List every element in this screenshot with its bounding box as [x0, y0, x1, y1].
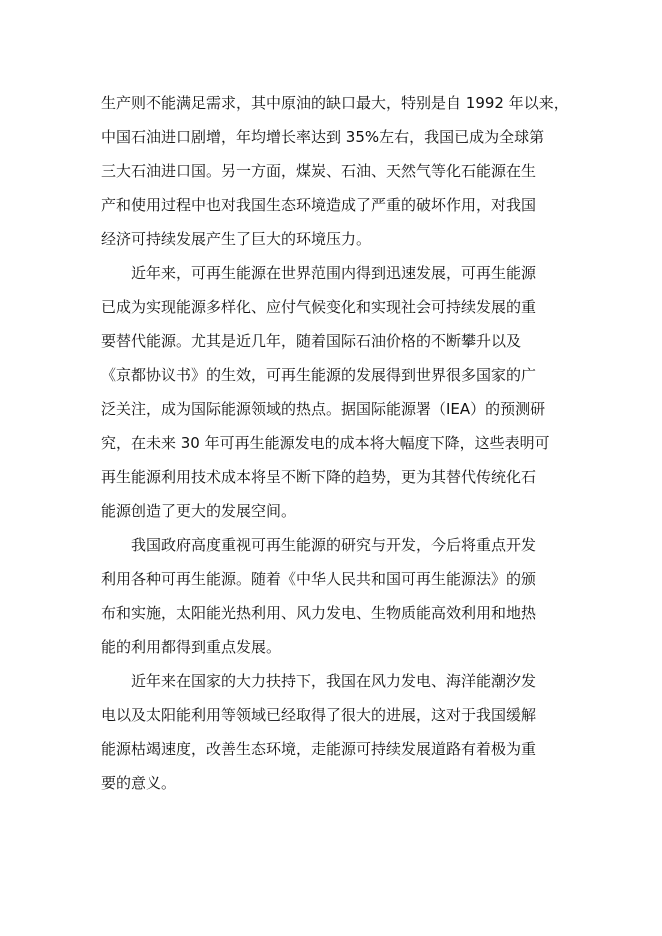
text-line: 近年来，可再生能源在世界范围内得到迅速发展，可再生能源 [131, 264, 537, 282]
text-line: 生产则不能满足需求，其中原油的缺口最大，特别是自 1992 年以来， [101, 94, 569, 112]
text-line: 电以及太阳能利用等领域已经取得了很大的进展，这对于我国缓解 [101, 706, 537, 724]
text-line: 产和使用过程中也对我国生态环境造成了严重的破坏作用，对我国 [101, 196, 537, 214]
paragraph-renewable-growth [101, 256, 571, 528]
text-line: 三大石油进口国。另一方面，煤炭、石油、天然气等化石能源在生 [101, 162, 537, 180]
text-line: 中国石油进口剧增，年均增长率达到 35%左右，我国已成为全球第 [101, 128, 545, 146]
text-line: 能的利用都得到重点发展。 [101, 638, 282, 656]
text-line: 能源枯竭速度，改善生态环境，走能源可持续发展道路有着极为重 [101, 740, 537, 758]
paragraph-oil-import [101, 86, 571, 256]
text-line: 布和实施，太阳能光热利用、风力发电、生物质能高效利用和地热 [101, 604, 537, 622]
text-line: 《京都协议书》的生效，可再生能源的发展得到世界很多国家的广 [101, 366, 537, 384]
text-line: 利用各种可再生能源。随着《中华人民共和国可再生能源法》的颁 [101, 570, 537, 588]
paragraph-national-progress [101, 664, 571, 800]
text-line: 近年来在国家的大力扶持下，我国在风力发电、海洋能潮汐发 [131, 672, 537, 690]
text-line: 泛关注，成为国际能源领域的热点。据国际能源署（IEA）的预测研 [101, 400, 546, 418]
text-line: 能源创造了更大的发展空间。 [101, 502, 297, 520]
text-line: 要替代能源。尤其是近几年，随着国际石油价格的不断攀升以及 [101, 332, 522, 350]
document-body [101, 86, 571, 800]
paragraph-government-policy [101, 528, 571, 664]
text-line: 究，在未来 30 年可再生能源发电的成本将大幅度下降，这些表明可 [101, 434, 550, 452]
text-line: 已成为实现能源多样化、应付气候变化和实现社会可持续发展的重 [101, 298, 537, 316]
text-line: 要的意义。 [101, 774, 177, 792]
text-line: 再生能源利用技术成本将呈不断下降的趋势，更为其替代传统化石 [101, 468, 537, 486]
text-line: 我国政府高度重视可再生能源的研究与开发，今后将重点开发 [131, 536, 537, 554]
text-line: 经济可持续发展产生了巨大的环境压力。 [101, 230, 372, 248]
